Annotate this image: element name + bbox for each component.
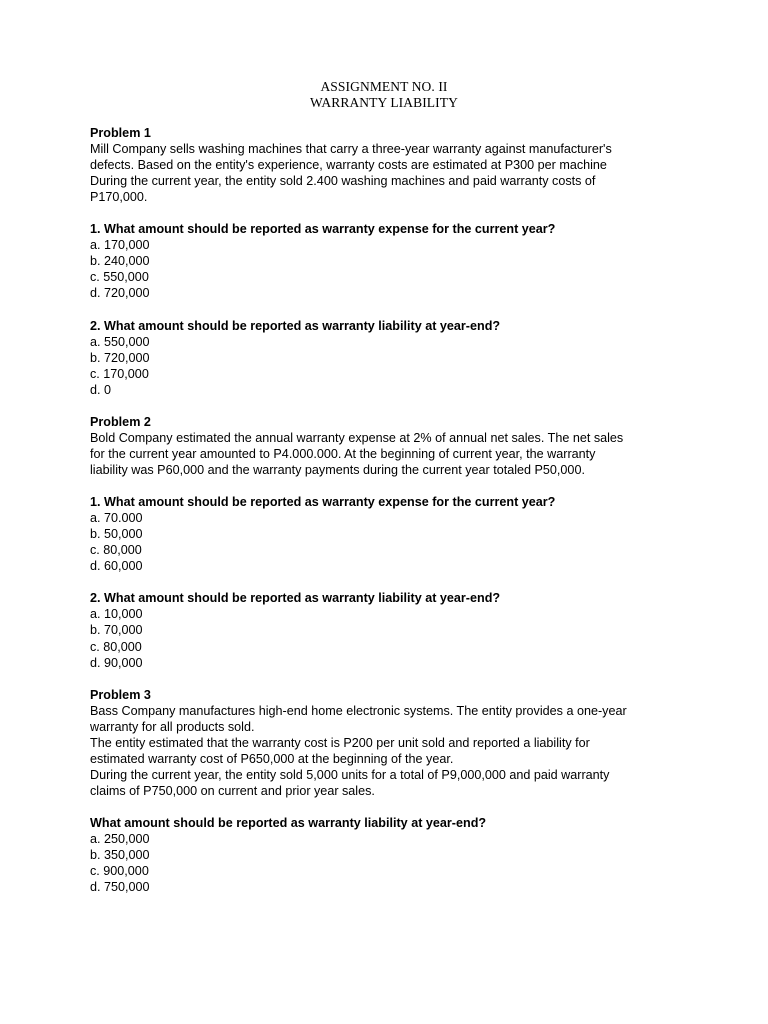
description-line: estimated warranty cost of P650,000 at the beginning of the year. [90, 751, 454, 766]
answer-option: b. 720,000 [90, 350, 150, 365]
answer-option: c. 170,000 [90, 366, 149, 381]
answer-options [90, 510, 690, 574]
description-line: During the current year, the entity sold 5,000 units for a total of P9,000,000 and paid warranty [90, 767, 610, 782]
question-text: 2. What amount should be reported as warranty liability at year-end? [90, 318, 501, 333]
description-line: During the current year, the entity sold 2.400 washing machines and paid warranty costs of [90, 174, 596, 189]
answer-option: d. 720,000 [90, 286, 150, 301]
problem-description [90, 703, 690, 799]
answer-option: d. 0 [90, 382, 112, 397]
answer-option: a. 250,000 [90, 832, 150, 847]
answer-options [90, 831, 690, 895]
answer-option: a. 70.000 [90, 511, 143, 526]
problem-heading: Problem 2 [90, 414, 151, 429]
document-body [90, 125, 690, 895]
description-line: warranty for all products sold. [90, 719, 255, 734]
answer-option: a. 10,000 [90, 607, 143, 622]
description-line: Bass Company manufactures high-end home electronic systems. The entity provides a one-year [90, 703, 627, 718]
problem-2 [90, 414, 690, 671]
document-title [0, 79, 768, 111]
answer-option: c. 80,000 [90, 639, 142, 654]
question-text: 2. What amount should be reported as warranty liability at year-end? [90, 591, 501, 606]
answer-option: a. 550,000 [90, 334, 150, 349]
description-line: defects. Based on the entity's experience, warranty costs are estimated at P300 per machine [90, 158, 607, 173]
problem-heading: Problem 3 [90, 687, 151, 702]
answer-option: b. 50,000 [90, 527, 143, 542]
answer-options [90, 606, 690, 670]
description-line: for the current year amounted to P4.000.000. At the beginning of current year, the warranty [90, 446, 596, 461]
title-line: ASSIGNMENT NO. II [320, 79, 448, 94]
problem-1 [90, 125, 690, 398]
question-text: 1. What amount should be reported as warranty expense for the current year? [90, 222, 556, 237]
description-line: Bold Company estimated the annual warranty expense at 2% of annual net sales. The net sales [90, 430, 624, 445]
question-text: What amount should be reported as warranty liability at year-end? [90, 816, 487, 831]
description-line: claims of P750,000 on current and prior year sales. [90, 783, 375, 798]
answer-option: d. 90,000 [90, 655, 143, 670]
answer-option: c. 900,000 [90, 864, 149, 879]
answer-option: b. 350,000 [90, 848, 150, 863]
answer-option: b. 70,000 [90, 623, 143, 638]
answer-option: a. 170,000 [90, 238, 150, 253]
answer-option: c. 550,000 [90, 270, 149, 285]
answer-option: b. 240,000 [90, 254, 150, 269]
answer-option: c. 80,000 [90, 543, 142, 558]
problem-heading: Problem 1 [90, 126, 151, 140]
problem-description [90, 141, 690, 205]
description-line: P170,000. [90, 190, 148, 205]
description-line: Mill Company sells washing machines that carry a three-year warranty against manufacturer's [90, 142, 612, 157]
question-text: 1. What amount should be reported as warranty expense for the current year? [90, 495, 556, 510]
answer-options [90, 237, 690, 301]
answer-option: d. 750,000 [90, 880, 150, 895]
description-line: liability was P60,000 and the warranty payments during the current year totaled P50,000. [90, 462, 585, 477]
subtitle-line: WARRANTY LIABILITY [310, 95, 458, 110]
answer-option: d. 60,000 [90, 559, 143, 574]
answer-options [90, 334, 690, 398]
problem-3 [90, 687, 690, 896]
problem-description [90, 430, 690, 478]
description-line: The entity estimated that the warranty cost is P200 per unit sold and reported a liability for [90, 735, 590, 750]
